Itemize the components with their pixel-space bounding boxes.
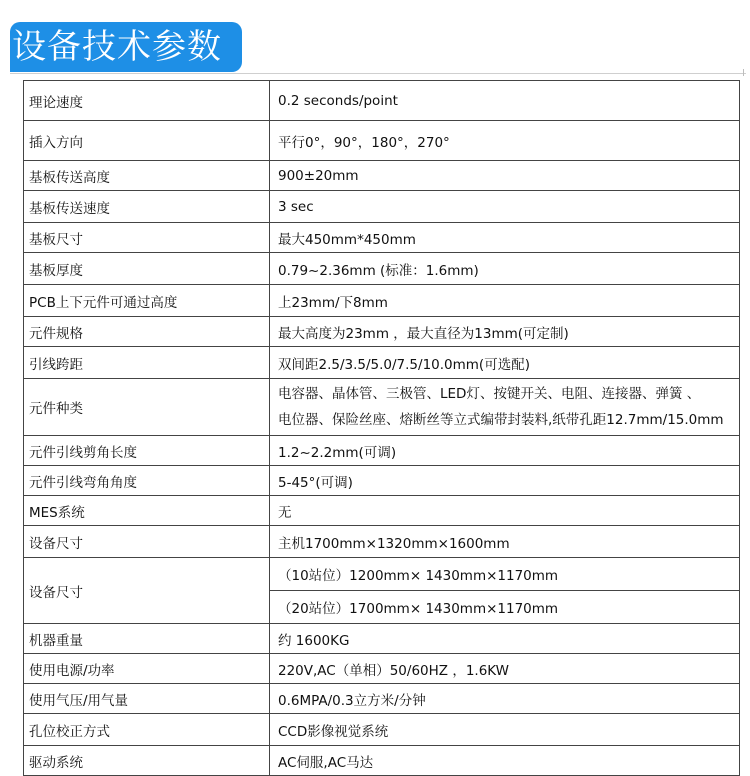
spec-value: 900±20mm: [270, 161, 740, 191]
spec-label: 设备尺寸: [24, 526, 270, 558]
spec-value: 0.6MPA/0.3立方米/分钟: [270, 684, 740, 714]
spec-value: 0.2 seconds/point: [270, 81, 740, 121]
spec-value-line: 电位器、保险丝座、熔断丝等立式编带封装料,纸带孔距12.7mm/15.0mm: [278, 412, 724, 428]
spec-label: 基板尺寸: [24, 223, 270, 253]
table-row: [24, 496, 740, 526]
table-row: [24, 526, 740, 558]
spec-label: PCB上下元件可通过高度: [24, 285, 270, 317]
spec-value: 最大高度为23mm ，最大直径为13mm(可定制): [270, 317, 740, 347]
table-row: [24, 223, 740, 253]
spec-value: 双间距2.5/3.5/5.0/7.5/10.0mm(可选配): [270, 347, 740, 379]
spec-label: 孔位校正方式: [24, 714, 270, 746]
spec-value: 5-45°(可调): [270, 466, 740, 496]
spec-label: 元件引线弯角角度: [24, 466, 270, 496]
table-row: [24, 347, 740, 379]
spec-label: MES系统: [24, 496, 270, 526]
spec-label: 元件规格: [24, 317, 270, 347]
table-row: [24, 161, 740, 191]
spec-value: （20站位）1700mm× 1430mm×1170mm: [270, 591, 740, 624]
table-row: [24, 317, 740, 347]
table-row: [24, 714, 740, 746]
spec-value: 1.2~2.2mm(可调): [270, 436, 740, 466]
spec-label: 使用气压/用气量: [24, 684, 270, 714]
spec-label: 机器重量: [24, 624, 270, 654]
table-row: [24, 436, 740, 466]
table-row: [24, 624, 740, 654]
spec-label: 理论速度: [24, 81, 270, 121]
spec-label: 元件引线剪角长度: [24, 436, 270, 466]
spec-label: 设备尺寸: [24, 558, 270, 624]
spec-label: 元件种类: [24, 379, 270, 436]
spec-value: AC伺服,AC马达: [270, 746, 740, 776]
spec-value: 0.79~2.36mm (标准：1.6mm): [270, 253, 740, 285]
table-row: [24, 746, 740, 776]
spec-value: 3 sec: [270, 191, 740, 223]
table-row: [24, 121, 740, 161]
table-row: [24, 684, 740, 714]
spec-value: 上23mm/下8mm: [270, 285, 740, 317]
table-row: [24, 558, 740, 591]
table-row: [24, 81, 740, 121]
spec-value: （10站位）1200mm× 1430mm×1170mm: [270, 558, 740, 591]
table-row: [24, 253, 740, 285]
spec-label: 基板传送高度: [24, 161, 270, 191]
spec-value: 无: [270, 496, 740, 526]
spec-value: 最大450mm*450mm: [270, 223, 740, 253]
spec-table: [23, 80, 740, 776]
table-row: [24, 379, 740, 436]
table-row: [24, 466, 740, 496]
spec-label: 插入方向: [24, 121, 270, 161]
spec-label: 使用电源/功率: [24, 654, 270, 684]
spec-value: 220V,AC（单相）50/60HZ ，1.6KW: [270, 654, 740, 684]
spec-value: 约 1600KG: [270, 624, 740, 654]
spec-label: 基板厚度: [24, 253, 270, 285]
table-row: [24, 285, 740, 317]
divider-tick: [743, 69, 744, 76]
page-title: 设备技术参数: [12, 27, 222, 67]
spec-value: 主机1700mm×1320mm×1600mm: [270, 526, 740, 558]
spec-label: 驱动系统: [24, 746, 270, 776]
table-row: [24, 191, 740, 223]
spec-value: CCD影像视觉系统: [270, 714, 740, 746]
divider-line: [10, 73, 746, 74]
spec-label: 基板传送速度: [24, 191, 270, 223]
spec-value: [270, 379, 740, 436]
spec-value: 平行0°，90°，180°，270°: [270, 121, 740, 161]
spec-label: 引线跨距: [24, 347, 270, 379]
table-row: [24, 654, 740, 684]
spec-value-line: 电容器、晶体管、三极管、LED灯、按键开关、电阻、连接器、弹簧 、: [278, 386, 701, 402]
